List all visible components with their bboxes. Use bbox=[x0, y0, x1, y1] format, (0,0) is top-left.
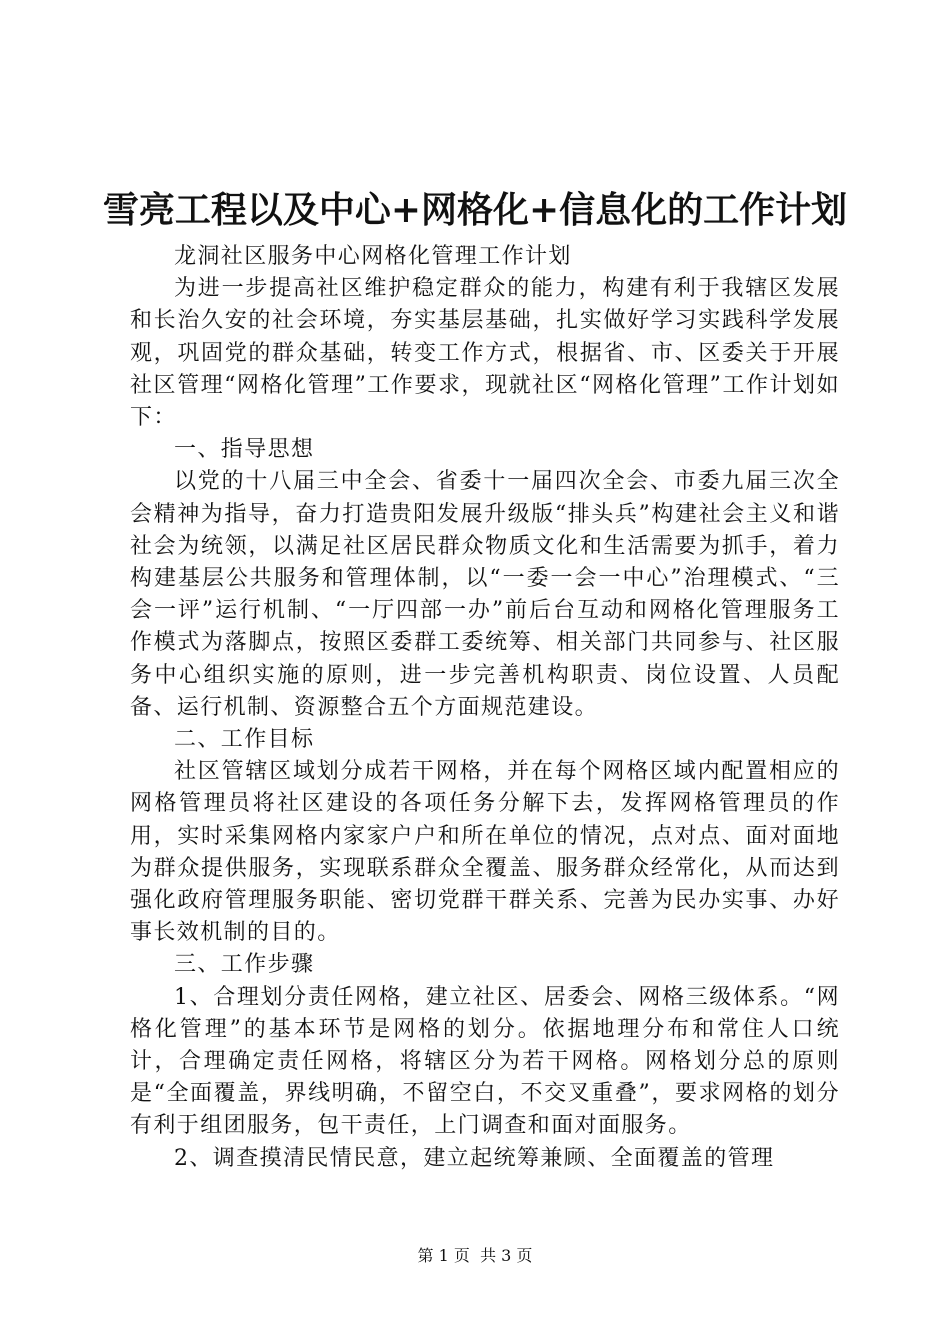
section-heading-guiding-ideology: 一、指导思想 bbox=[174, 437, 315, 463]
work-step-1-paragraph: 1、合理划分责任网格，建立社区、居委会、网格三级体系。“网格化管理”的基本环节是网格的划分。依据地理分布和常住人口统计，合理确定责任网格，将辖区分为若干网格。网格划分总的原则是“全面覆盖，界线明确，不留空白，不交叉重叠”，要求网格的划分有利于组团服务，包干责任，上门调查和面对面服务。 bbox=[130, 984, 840, 1139]
section-heading-work-steps: 三、工作步骤 bbox=[174, 952, 315, 978]
intro-paragraph: 为进一步提高社区维护稳定群众的能力，构建有利于我辖区发展和长治久安的社会环境，夯实基层基础，扎实做好学习实践科学发展观，巩固党的群众基础，转变工作方式，根据省、市、区委关于开展社区管理“网格化管理”工作要求，现就社区“网格化管理”工作计划如下： bbox=[130, 276, 840, 431]
guiding-ideology-paragraph: 以党的十八届三中全会、省委十一届四次全会、市委九届三次全会精神为指导，奋力打造贵阳发展升级版“排头兵”构建社会主义和谐社会为统领，以满足社区居民群众物质文化和生活需要为抓手，着力构建基层公共服务和管理体制，以“一委一会一中心”治理模式、“三会一评”运行机制、“一厅四部一办”前后台互动和网格化管理服务工作模式为落脚点，按照区委群工委统筹、相关部门共同参与、社区服务中心组织实施的原则，进一步完善机构职责、岗位设置、人员配备、运行机制、资源整合五个方面规范建设。 bbox=[130, 469, 840, 720]
page-footer bbox=[0, 1244, 950, 1268]
document-body bbox=[130, 241, 840, 1175]
page-number-label: 第 1 页 共 3 页 bbox=[417, 1246, 533, 1265]
page-title: 雪亮工程以及中心+网格化+信息化的工作计划 bbox=[102, 189, 848, 231]
work-step-2-paragraph: 2、调查摸清民情民意，建立起统筹兼顾、全面覆盖的管理 bbox=[174, 1145, 775, 1171]
section-heading-work-goals: 二、工作目标 bbox=[174, 727, 315, 753]
work-goals-paragraph: 社区管辖区域划分成若干网格，并在每个网格区域内配置相应的网格管理员将社区建设的各项任务分解下去，发挥网格管理员的作用，实时采集网格内家家户户和所在单位的情况，点对点、面对面地为群众提供服务，实现联系群众全覆盖、服务群众经常化，从而达到强化政府管理服务职能、密切党群干群关系、完善为民办实事、办好事长效机制的目的。 bbox=[130, 759, 840, 946]
subtitle-paragraph: 龙洞社区服务中心网格化管理工作计划 bbox=[174, 244, 572, 269]
